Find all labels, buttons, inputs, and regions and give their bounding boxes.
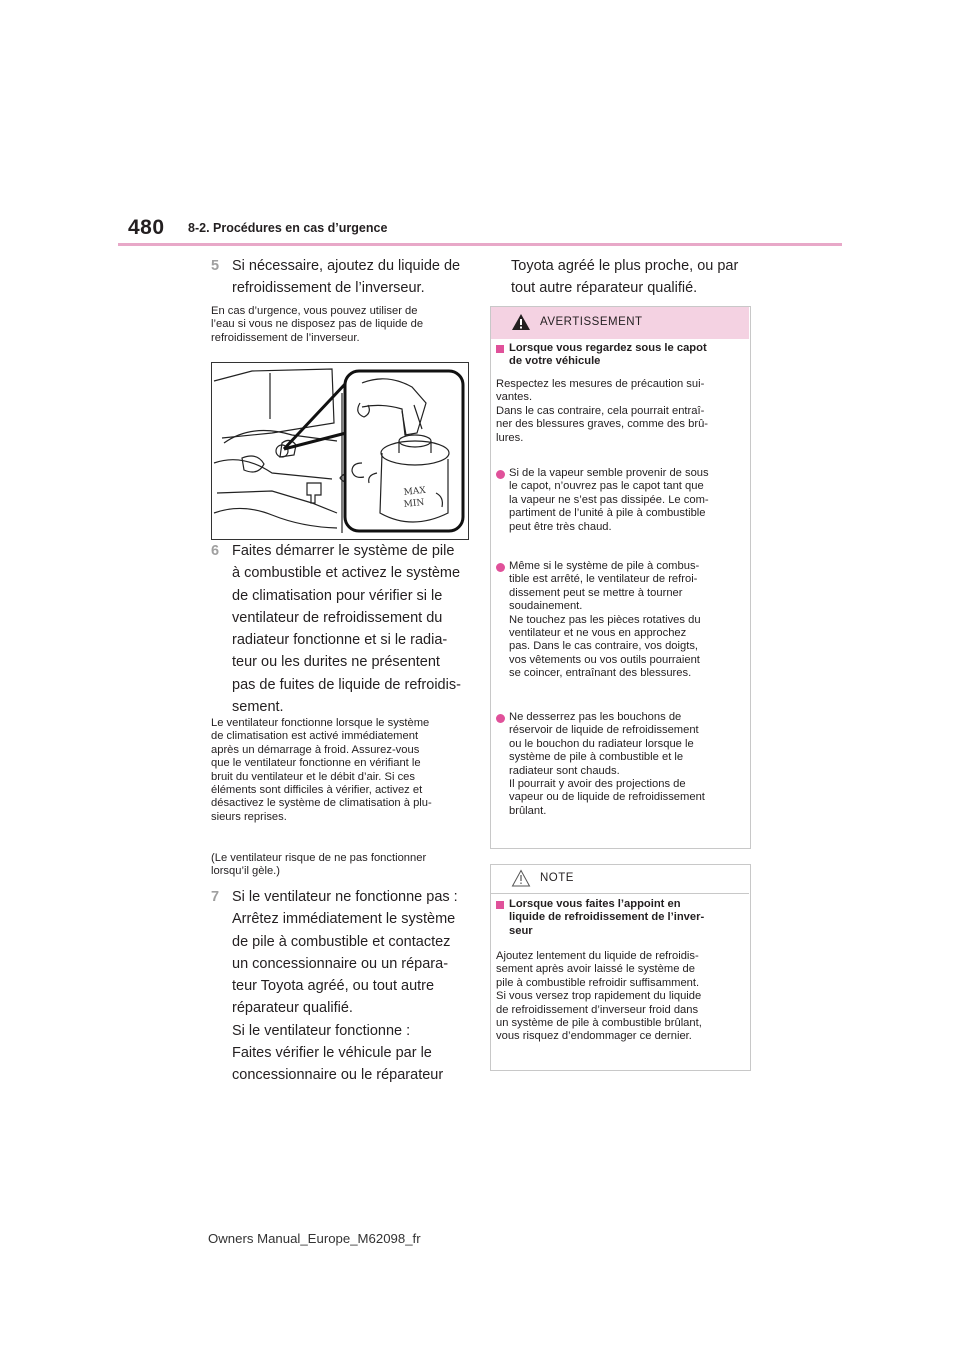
step-7 <box>211 886 481 1091</box>
step-text-line: de pile à combustible et contactez <box>232 933 451 950</box>
note-line: Le ventilateur fonctionne lorsque le système <box>211 717 430 729</box>
bullet-dot <box>496 470 505 479</box>
step-text-line: Si le ventilateur ne fonctionne pas : <box>232 889 458 905</box>
bullet-dot <box>496 714 505 723</box>
text-line: de refroidissement d’inverseur froid dans <box>496 1003 699 1016</box>
warning-triangle-icon <box>511 313 531 331</box>
heading-line: de votre véhicule <box>509 355 601 368</box>
text-line: système de pile à combustible et le <box>509 751 684 764</box>
text-line: Si vous versez trop rapidement du liquide <box>496 990 702 1003</box>
note-line: sieurs reprises. <box>211 810 287 823</box>
step-text-line: à combustible et activez le système <box>232 565 461 582</box>
step-number: 5 <box>211 258 220 274</box>
text-line: Ne desserrez pas les bouchons de <box>509 711 682 723</box>
text-line: vapeur ou de liquide de refroidissement <box>509 791 705 804</box>
text-line: la vapeur ne s’est pas dissipée. Le com- <box>509 493 709 506</box>
note-line: désactivez le système de climatisation à plu- <box>211 797 432 810</box>
text-line: ventilateur et ne vous en approchez <box>509 627 687 640</box>
step-text-line: Faites démarrer le système de pile <box>232 543 455 559</box>
heading-line: Lorsque vous faites l’appoint en <box>509 898 681 910</box>
text-line: partiment de l’unité à pile à combustible <box>509 507 706 520</box>
note-header-rule <box>491 893 749 894</box>
note-line: lorsqu’il gèle.) <box>211 865 281 878</box>
text-line: tible est arrêté, le ventilateur de refroi- <box>509 573 698 586</box>
text-line: vous risquez d’endommager ce dernier. <box>496 1030 692 1043</box>
step-number: 7 <box>211 889 220 905</box>
warning-title: AVERTISSEMENT <box>540 316 643 328</box>
step-text-line: Toyota agréé le plus proche, ou par <box>511 258 739 274</box>
text-line: Dans le cas contraire, cela pourrait entraî- <box>496 404 705 417</box>
step-number: 6 <box>211 543 220 559</box>
step-7-continuation <box>511 255 761 300</box>
note-line: l’eau si vous ne disposez pas de liquide de <box>211 318 424 331</box>
step-text-line: réparateur qualifié. <box>232 1000 353 1017</box>
text-line: peut être très chaud. <box>509 520 612 533</box>
caution-triangle-icon <box>511 869 531 887</box>
text-line: lures. <box>496 431 524 444</box>
text-line: un système de pile à combustible brûlant, <box>496 1017 702 1030</box>
note-line: refroidissement de l’inverseur. <box>211 331 360 344</box>
step-text-line: Si le ventilateur fonctionne : <box>232 1022 411 1039</box>
section-title: 8-2. Procédures en cas d’urgence <box>188 221 388 235</box>
text-line: vantes. <box>496 391 533 404</box>
header-rule <box>118 243 842 246</box>
step-5-note <box>211 305 423 345</box>
step-text-line: teur ou les durites ne présentent <box>232 654 440 671</box>
warning-bullet-3 <box>509 711 705 818</box>
step-text-line: de climatisation pour vérifier si le <box>232 587 443 604</box>
note-line: (Le ventilateur risque de ne pas fonctionner <box>211 852 427 864</box>
text-line: brûlant. <box>509 804 547 817</box>
text-line: Il pourrait y avoir des projections de <box>509 778 686 791</box>
step-text-line: Faites vérifier le véhicule par le <box>232 1045 432 1062</box>
min-mark: MIN <box>403 497 425 510</box>
step-text-line: sement. <box>232 699 284 716</box>
note-body <box>496 950 702 1044</box>
step-text-line: un concessionnaire ou un répara- <box>232 955 449 972</box>
text-line: pas. Dans le cas contraire, vos doigts, <box>509 640 699 653</box>
step-text-line: pas de fuites de liquide de refroidis- <box>232 676 461 693</box>
text-line: dissement peut se mettre à tourner <box>509 586 683 599</box>
text-line: Même si le système de pile à combus- <box>509 560 700 572</box>
step-6-note <box>211 717 432 824</box>
text-line: ou le bouchon du radiateur lorsque le <box>509 737 694 750</box>
step-text-line: tout autre réparateur qualifié. <box>511 280 698 297</box>
warning-bullet-1 <box>509 467 709 534</box>
section-square-bullet <box>496 901 504 909</box>
bullet-dot <box>496 563 505 572</box>
text-line: vos vêtements ou vos outils pourraient <box>509 653 700 666</box>
step-text-line: teur Toyota agréé, ou tout autre <box>232 978 435 995</box>
step-text-line: ventilateur de refroidissement du <box>232 609 443 626</box>
step-text-line: refroidissement de l’inverseur. <box>232 280 425 297</box>
note-line: que le ventilateur fonctionne en vérifiant le <box>211 757 421 770</box>
note-line: après un démarrage à froid. Assurez-vous <box>211 743 420 756</box>
step-text-line: Arrêtez immédiatement le système <box>232 911 456 928</box>
text-line: le capot, n’ouvrez pas le capot tant que <box>509 480 704 493</box>
page-number: 480 <box>128 216 165 239</box>
heading-line: Lorsque vous regardez sous le capot <box>509 342 707 354</box>
step-text-line: radiateur fonctionne et si le radia- <box>232 632 448 649</box>
text-line: soudainement. <box>509 600 583 613</box>
note-item-heading <box>509 898 704 938</box>
text-line: sement après avoir laissé le système de <box>496 963 695 976</box>
note-line: bruit du ventilateur et le débit d’air. Si ces <box>211 770 415 783</box>
note-line: En cas d’urgence, vous pouvez utiliser de <box>211 305 418 317</box>
text-line: Respectez les mesures de précaution sui- <box>496 378 705 390</box>
text-line: Si de la vapeur semble provenir de sous <box>509 467 709 479</box>
text-line: ner des blessures graves, comme des brû- <box>496 418 709 431</box>
text-line: pile à combustible refroidir suffisamment. <box>496 976 700 989</box>
warning-intro <box>496 378 708 445</box>
note-title: NOTE <box>540 872 574 884</box>
step-text-line: Si nécessaire, ajoutez du liquide de <box>232 258 461 274</box>
note-line: de climatisation est activé immédiatement <box>211 730 419 743</box>
warning-item-heading <box>509 342 707 369</box>
section-square-bullet <box>496 345 504 353</box>
note-line: éléments sont difficiles à vérifier, activez et <box>211 784 423 797</box>
step-6-note-freeze <box>211 852 426 879</box>
text-line: Ne touchez pas les pièces rotatives du <box>509 613 701 626</box>
step-text-line: concessionnaire ou le réparateur <box>232 1067 444 1084</box>
coolant-reservoir-illustration <box>211 362 469 540</box>
text-line: réservoir de liquide de refroidissement <box>509 724 699 737</box>
warning-bullet-2 <box>509 560 701 681</box>
step-5 <box>211 255 481 301</box>
step-6 <box>211 540 481 720</box>
max-mark: MAX <box>403 485 427 498</box>
footer-manual-id: Owners Manual_Europe_M62098_fr <box>208 1231 421 1246</box>
text-line: radiateur sont chauds. <box>509 764 620 777</box>
heading-line: liquide de refroidissement de l’inver- <box>509 911 705 924</box>
heading-line: seur <box>509 924 533 937</box>
engine-bay-drawing <box>212 363 468 539</box>
text-line: se coincer, entraînant des blessures. <box>509 667 692 680</box>
text-line: Ajoutez lentement du liquide de refroidis- <box>496 950 699 962</box>
